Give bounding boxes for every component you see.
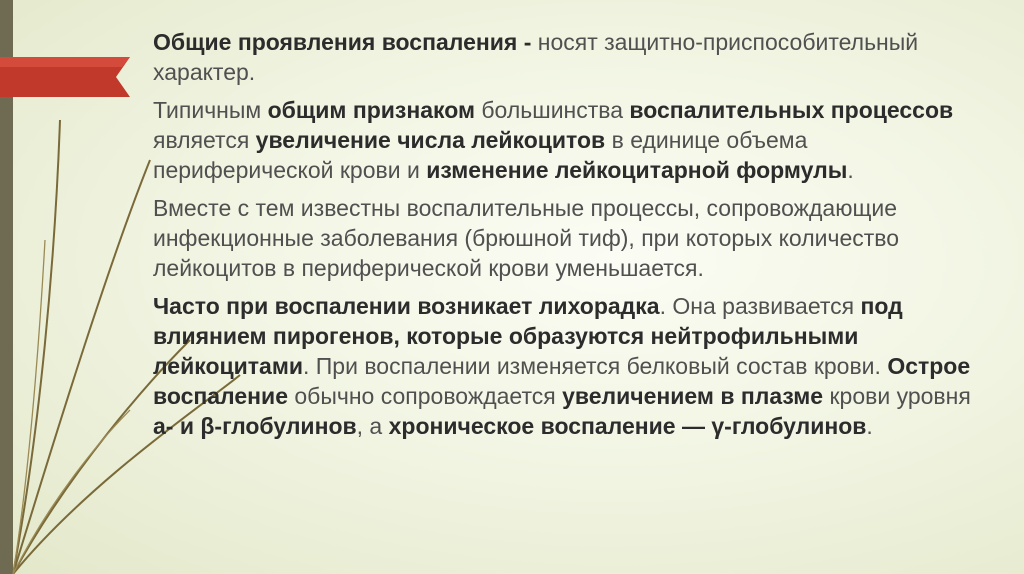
paragraph-fever-and-proteins: Часто при воспалении возникает лихорадка. Она развивается под влиянием пирогенов, которые образуются нейтрофильными лейкоцитами. При воспалении изменяется белковый состав крови. Острое воспаление обычно сопровождается увеличением в плазме крови уровня а- и β-глобулинов, а хроническое воспаление — γ-глобулинов. xyxy=(153,293,971,439)
paragraph-exceptions: Вместе с тем известны воспалительные процессы, сопровождающие инфекционные заболевания (брюшной тиф), при которых количество лейкоцитов в периферической крови уменьшается. xyxy=(153,195,900,281)
paragraph-general-manifestations: Общие проявления воспаления - носят защитно-приспособительный характер. xyxy=(153,29,919,85)
grass-line-1 xyxy=(13,160,150,574)
paragraph-typical-sign: Типичным общим признаком большинства воспалительных процессов является увеличение числа лейкоцитов в единице объема периферической крови и изменение лейкоцитарной формулы. xyxy=(153,97,954,183)
slide-text xyxy=(153,27,983,449)
red-flag-ribbon xyxy=(0,57,130,97)
